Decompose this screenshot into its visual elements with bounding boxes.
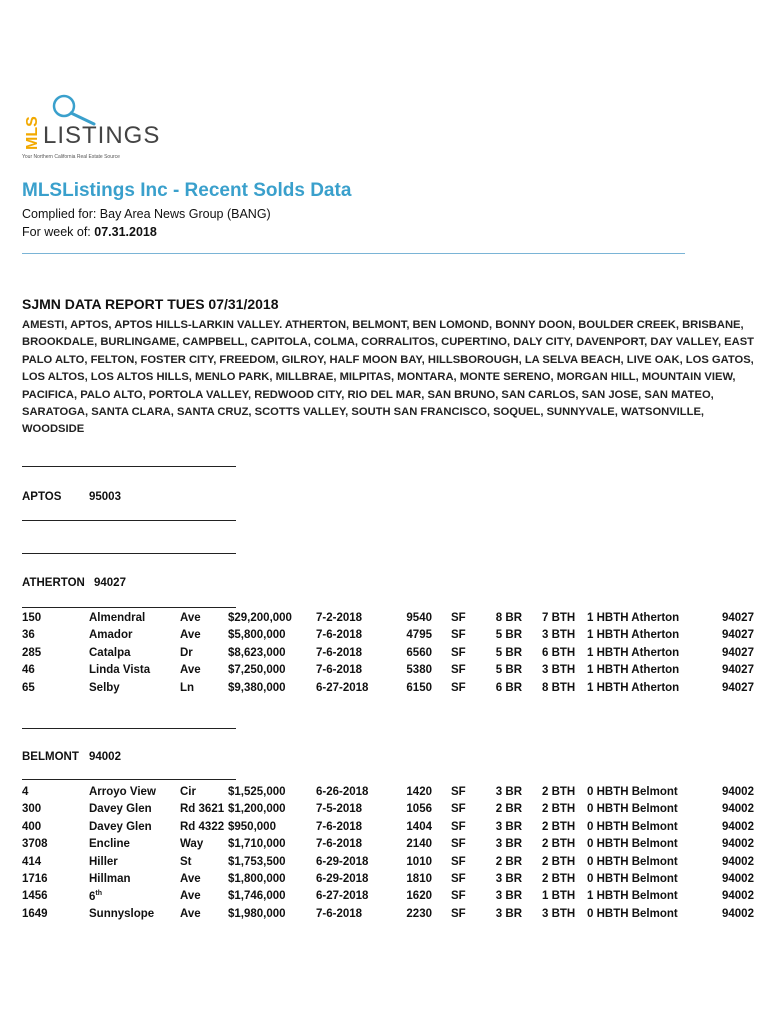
sale-hbth: 0 HBTH Belmont [587,820,678,833]
sale-br: 3 BR [495,873,522,885]
sale-date: 6-27-2018 [316,890,369,903]
sale-price: $1,980,000 [228,907,286,920]
sale-street: Sunnyslope [89,907,155,920]
sale-type: Ave [180,664,201,677]
sale-sf: SF [451,907,466,920]
sale-street: Encline [89,838,130,851]
sale-br: 8 BR [495,612,522,624]
sale-price: $5,800,000 [228,629,286,642]
sale-br: 3 BR [495,838,522,851]
sale-street: Catalpa [89,646,131,659]
sale-date: 6-29-2018 [316,873,369,885]
sale-type: Ave [180,629,201,642]
sale-br: 5 BR [495,664,522,677]
sale-type: St [180,855,192,868]
sale-price: $1,200,000 [228,803,286,816]
sale-num: 285 [22,646,42,659]
logo-wordmark: LISTINGS [43,122,161,149]
sale-date: 6-29-2018 [316,855,369,868]
sale-street: Almendral [89,612,146,624]
sale-price: $1,753,500 [228,855,286,868]
sale-br: 3 BR [495,820,522,833]
sale-hbth: 1 HBTH Atherton [587,681,680,694]
sale-sqft: 1620 [406,890,432,903]
logo-mark: MLS [24,116,41,150]
sale-street: Hillman [89,873,131,885]
sale-type: Way [180,838,204,851]
sale-zip: 94027 [722,646,754,659]
sale-zip: 94002 [722,855,754,868]
sale-date: 7-6-2018 [316,646,363,659]
sale-hbth: 1 HBTH Atherton [587,664,680,677]
header-divider [22,253,685,254]
sale-sqft: 1420 [406,786,432,798]
sale-price: $29,200,000 [228,612,292,624]
sale-sf: SF [451,838,466,851]
sale-bth: 2 BTH [542,820,576,833]
sale-br: 6 BR [495,681,522,694]
sale-sf: SF [451,664,466,677]
sale-row [0,803,768,820]
sale-sf: SF [451,820,466,833]
sale-br: 3 BR [495,890,522,903]
sale-hbth: 0 HBTH Belmont [587,855,678,868]
compiled-for: Complied for: Bay Area News Group (BANG) [22,207,271,221]
sale-bth: 2 BTH [542,855,576,868]
sale-sqft: 1010 [406,855,432,868]
sale-row [0,890,768,907]
sale-num: 400 [22,820,42,833]
mlslistings-logo [22,92,161,164]
sale-sf: SF [451,890,466,903]
separator-line [22,520,236,521]
sale-sqft: 5380 [406,664,432,677]
separator-line [22,728,236,729]
sale-street: Hiller [89,855,118,868]
sale-date: 7-5-2018 [316,803,363,816]
sale-sf: SF [451,855,466,868]
sale-date: 7-6-2018 [316,629,363,642]
report-title: SJMN DATA REPORT TUES 07/31/2018 [22,296,279,312]
sale-date: 7-6-2018 [316,820,363,833]
sale-price: $1,746,000 [228,890,286,903]
city-name: ATHERTON [22,577,85,589]
sale-price: $9,380,000 [228,681,286,694]
sale-row [0,647,768,664]
sale-row [0,786,768,803]
sale-bth: 1 BTH [542,890,576,903]
sale-zip: 94027 [722,664,754,677]
sale-type: Ave [180,873,201,885]
sale-type: Rd 4322 [180,820,225,833]
sale-sqft: 6150 [406,681,432,694]
sale-date: 6-27-2018 [316,681,369,694]
sale-date: 6-26-2018 [316,786,369,798]
sale-sf: SF [451,803,466,816]
sale-row [0,664,768,681]
logo-tagline: Your Northern California Real Estate Source [22,154,120,160]
sale-street: Selby [89,681,120,694]
sale-hbth: 0 HBTH Belmont [587,907,678,920]
sale-hbth: 1 HBTH Atherton [587,629,680,642]
page-title: MLSListings Inc - Recent Solds Data [22,180,352,201]
sale-num: 1716 [22,873,48,885]
sale-bth: 2 BTH [542,803,576,816]
sale-type: Ln [180,681,195,694]
sale-row [0,856,768,873]
sale-hbth: 1 HBTH Atherton [587,612,680,624]
sale-sqft: 1810 [406,873,432,885]
sale-row [0,838,768,855]
sale-sf: SF [451,786,466,798]
sale-price: $950,000 [228,820,276,833]
sale-num: 4 [22,786,29,798]
sale-sqft: 4795 [406,629,432,642]
sale-row [0,821,768,838]
city-name: BELMONT [22,751,79,763]
sale-bth: 2 BTH [542,838,576,851]
sale-sf: SF [451,612,466,624]
week-label: For week of: [22,225,91,239]
separator-line [22,466,236,467]
sale-bth: 2 BTH [542,786,576,798]
sale-date: 7-6-2018 [316,907,363,920]
sale-sf: SF [451,646,466,659]
city-zip: 94027 [94,577,126,589]
sale-br: 3 BR [495,786,522,798]
sale-hbth: 0 HBTH Belmont [587,803,678,816]
sale-sqft: 1056 [406,803,432,816]
sale-num: 300 [22,803,42,816]
sale-type: Ave [180,612,201,624]
city-zip: 94002 [89,751,121,763]
sale-zip: 94002 [722,803,754,816]
sale-sf: SF [451,873,466,885]
sale-br: 2 BR [495,855,522,868]
sale-num: 150 [22,612,42,624]
sale-row [0,873,768,890]
week-value: 07.31.2018 [94,225,157,239]
sale-bth: 7 BTH [542,612,576,624]
sale-num: 1456 [22,890,48,903]
sale-sqft: 2230 [406,907,432,920]
sale-date: 7-6-2018 [316,664,363,677]
sale-price: $1,800,000 [228,873,286,885]
sale-hbth: 1 HBTH Belmont [587,890,678,903]
sale-price: $7,250,000 [228,664,286,677]
sale-num: 414 [22,855,42,868]
sale-street: Davey Glen [89,803,152,816]
sale-type: Ave [180,907,201,920]
sale-zip: 94002 [722,786,754,798]
sale-street: Arroyo View [89,786,156,798]
sale-sqft: 6560 [406,646,432,659]
sale-price: $1,525,000 [228,786,286,798]
coverage-areas: AMESTI, APTOS, APTOS HILLS-LARKIN VALLEY. ATHERTON, BELMONT, BEN LOMOND, BONNY DOON, BOULDER CREEK, BRISBANE, BROOKDALE, BURLINGAME, CAMPBELL, CAPITOLA, COLMA, CORRALITOS, CUPERTINO, DALY CITY, DAVENPORT, DAY VALLEY, EAST PALO ALTO, FELTON, FOSTER CITY, FREEDOM, GILROY, HALF MOON BAY, HILLSBOROUGH, LA SELVA BEACH, LIVE OAK, LOS GATOS, LOS ALTOS, LOS ALTOS HILLS, MENLO PARK, MILLBRAE, MILPITAS, MONTARA, MONTE SERENO, MORGAN HILL, MOUNTAIN VIEW, PACIFICA, PALO ALTO, PORTOLA VALLEY, REDWOOD CITY, RIO DEL MAR, SAN BRUNO, SAN CARLOS, SAN JOSE, SAN MATEO, SARATOGA, SANTA CLARA, SANTA CRUZ, SCOTTS VALLEY, SOUTH SAN FRANCISCO, SOQUEL, SUNNYVALE, WATSONVILLE, WOODSIDE [22,319,754,436]
sale-street: Davey Glen [89,820,152,833]
sale-bth: 8 BTH [542,681,576,694]
sale-zip: 94002 [722,838,754,851]
sale-bth: 2 BTH [542,873,576,885]
sale-zip: 94002 [722,907,754,920]
sale-hbth: 0 HBTH Belmont [587,838,678,851]
sale-num: 65 [22,681,35,694]
sale-sqft: 9540 [406,612,432,624]
sale-street: Linda Vista [89,664,151,677]
sale-zip: 94002 [722,873,754,885]
sale-price: $8,623,000 [228,646,286,659]
sale-row [0,612,768,629]
sale-hbth: 1 HBTH Atherton [587,646,680,659]
city-zip: 95003 [89,491,121,503]
sale-zip: 94027 [722,612,754,624]
sale-type: Cir [180,786,196,798]
sale-zip: 94002 [722,820,754,833]
sale-zip: 94002 [722,890,754,903]
separator-line [22,607,236,608]
sale-br: 3 BR [495,907,522,920]
sale-price: $1,710,000 [228,838,286,851]
separator-line [22,779,236,780]
sale-sf: SF [451,681,466,694]
sale-row [0,629,768,646]
sale-date: 7-2-2018 [316,612,363,624]
sale-sf: SF [451,629,466,642]
sale-type: Ave [180,890,201,903]
sale-type: Dr [180,646,193,659]
week-line [22,225,157,239]
sale-sqft: 2140 [406,838,432,851]
sale-type: Rd 3621 [180,803,225,816]
sale-street: Amador [89,629,133,642]
sale-zip: 94027 [722,681,754,694]
sale-bth: 3 BTH [542,629,576,642]
sale-row [0,908,768,925]
sale-hbth: 0 HBTH Belmont [587,786,678,798]
sale-br: 5 BR [495,629,522,642]
sale-num: 36 [22,629,35,642]
separator-line [22,553,236,554]
sale-num: 46 [22,664,35,677]
sale-bth: 6 BTH [542,646,576,659]
sale-row [0,682,768,699]
sale-hbth: 0 HBTH Belmont [587,873,678,885]
sale-date: 7-6-2018 [316,838,363,851]
sale-bth: 3 BTH [542,664,576,677]
sale-br: 5 BR [495,646,522,659]
city-name: APTOS [22,491,62,503]
sale-br: 2 BR [495,803,522,816]
sale-num: 3708 [22,838,48,851]
sale-num: 1649 [22,907,48,920]
sale-bth: 3 BTH [542,907,576,920]
sale-street: 6th [89,890,103,904]
sale-zip: 94027 [722,629,754,642]
sale-sqft: 1404 [406,820,432,833]
